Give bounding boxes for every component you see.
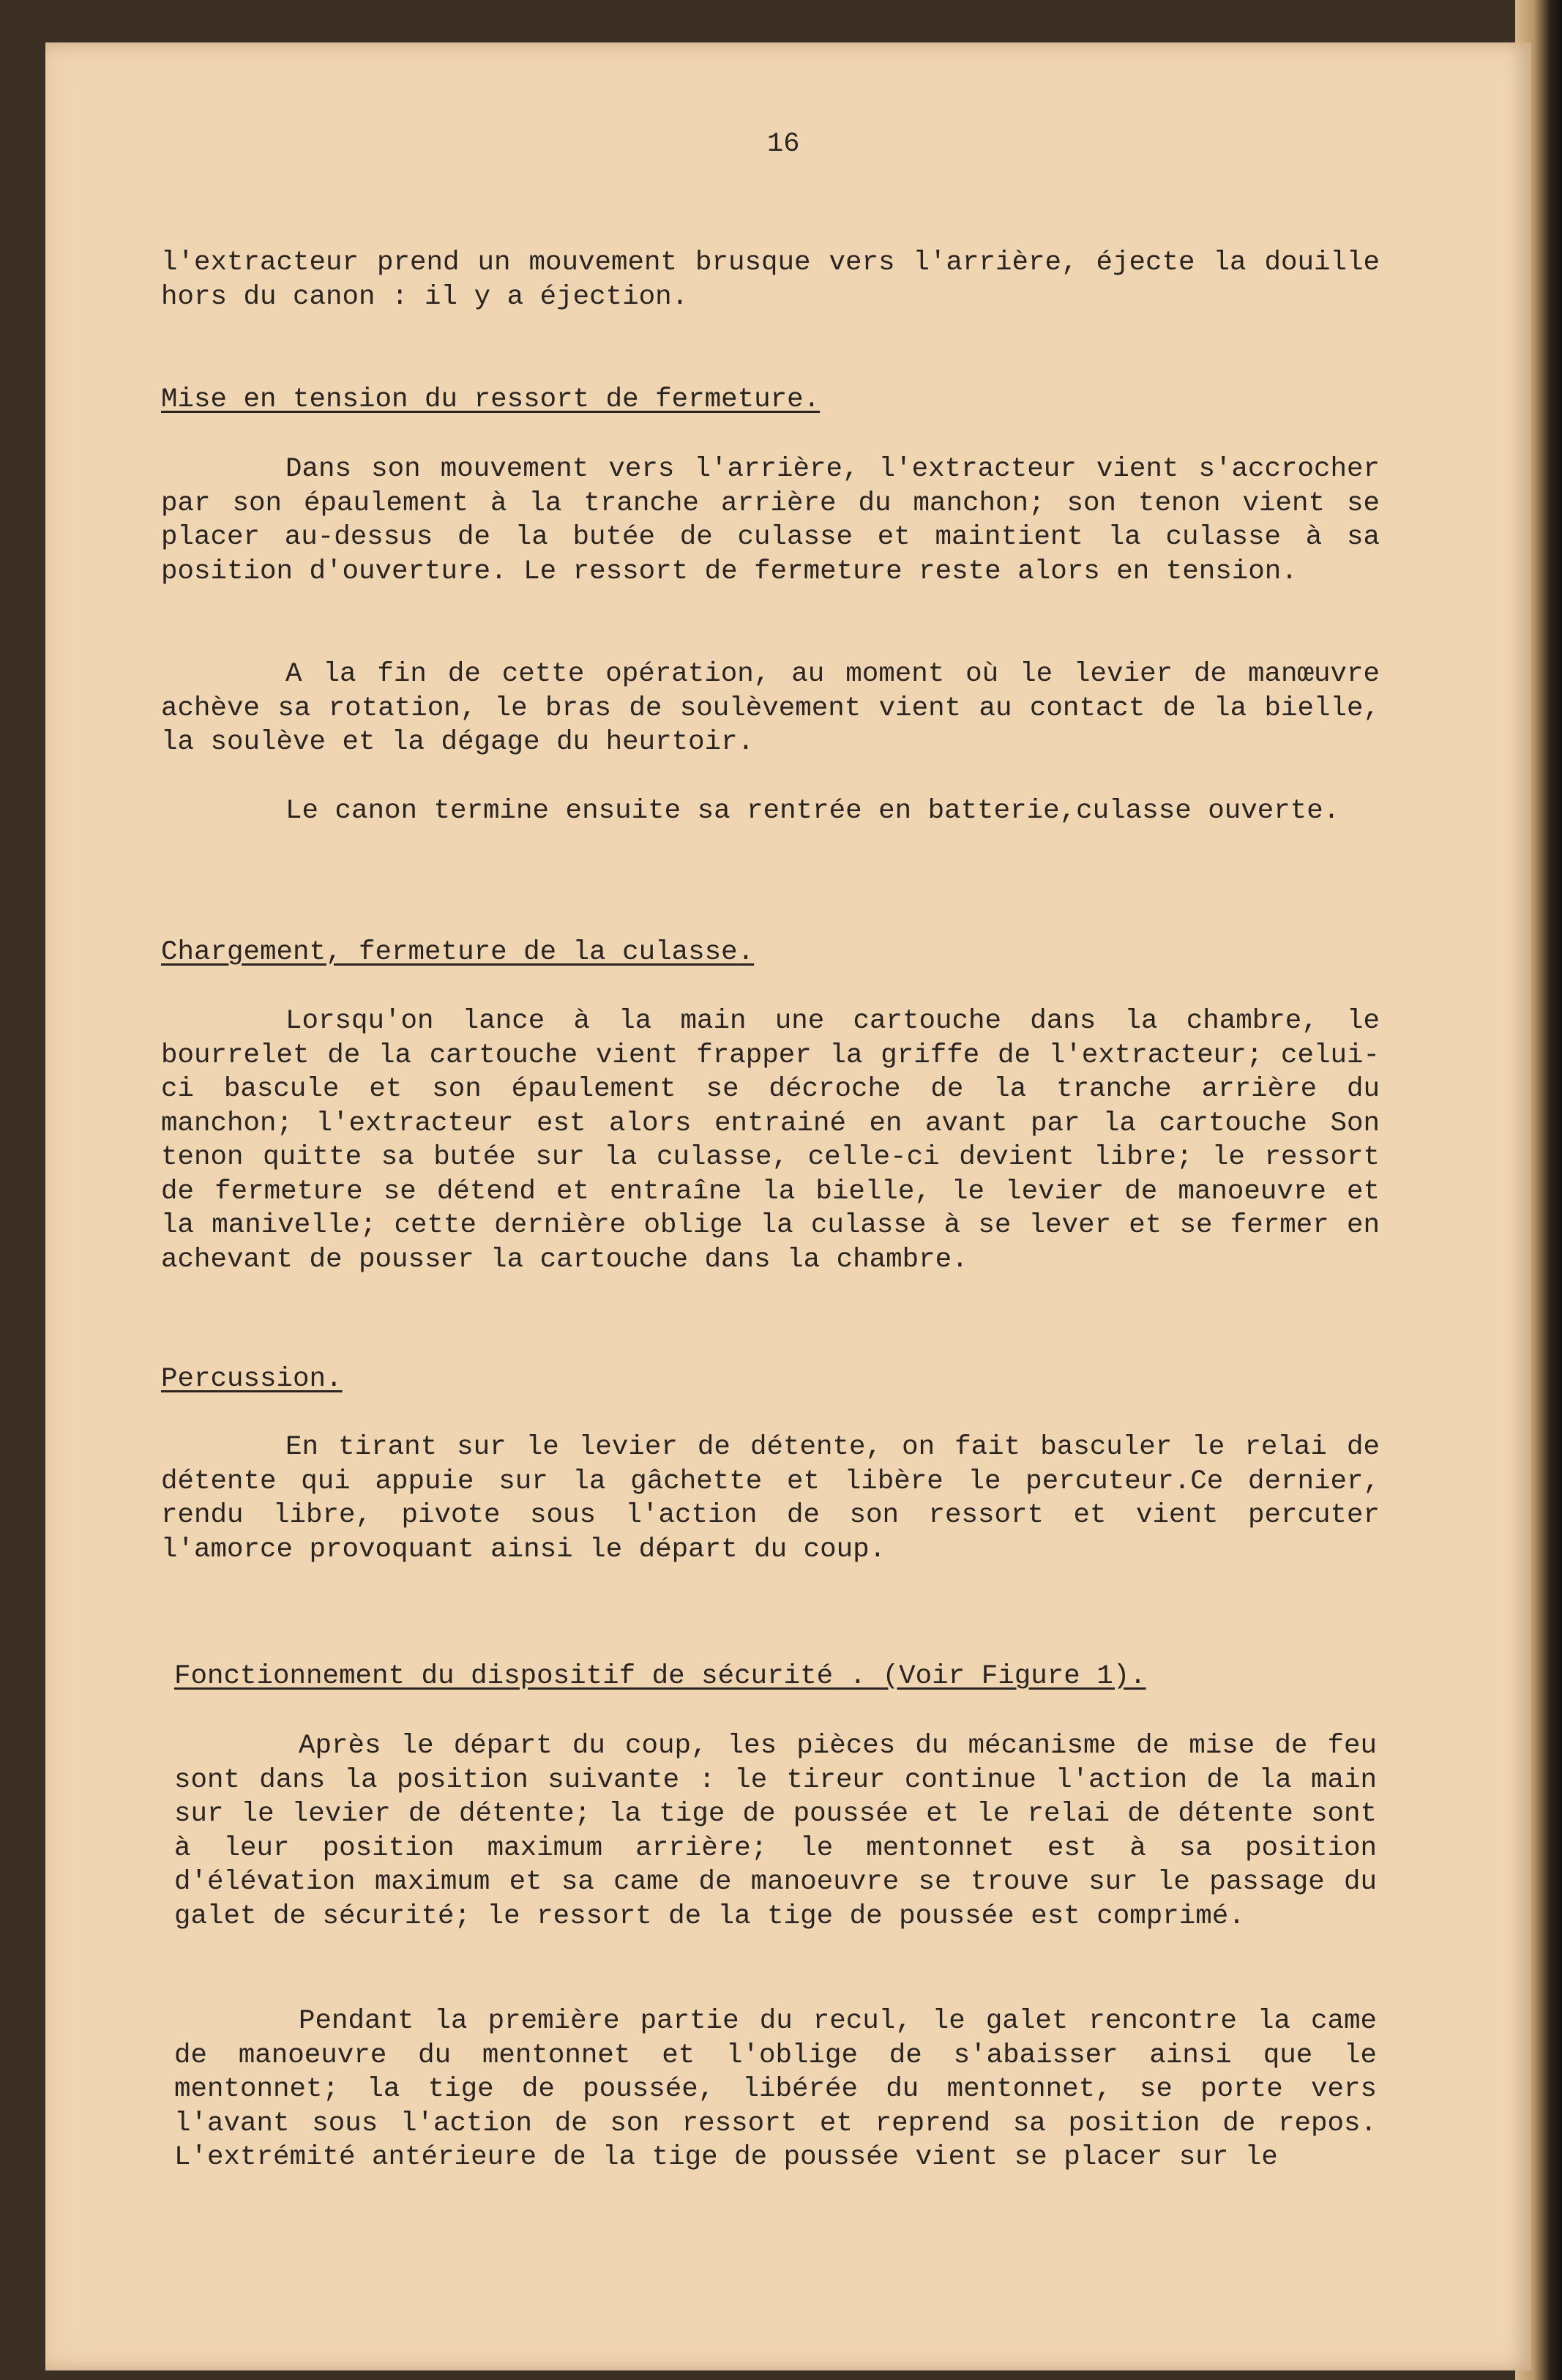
paragraph-apres-depart: Après le départ du coup, les pièces du mécanisme de mise de feu sont dans la position suivante : le tireur continue l'action de la main sur le levier de détente; la tige de poussée et le relai de détente sont à leur position maximum arrière; le mentonnet est à sa position d'élévation maximum et sa came de manoeuvre se trouve sur le passage du galet de sécurité; le ressort de la tige de poussée est comprimé.: [174, 1731, 1377, 1932]
page-number: 16: [767, 129, 800, 160]
heading-text: Percussion: [161, 1364, 326, 1395]
heading-chargement: [161, 936, 754, 970]
paragraph-lancer-cartouche: Lorsqu'on lance à la main une cartouche dans la chambre, le bourrelet de la cartouche vient frapper la griffe de l'extracteur; celui-ci bascule et son épaulement se décroche de la tranche arrière du manchon; l'extracteur est alors entrainé en avant par la cartouche Son tenon quitte sa butée sur la culasse, celle-ci devient libre; le ressort de fermeture se détend et entraîne la bielle, le levier de manoeuvre et la manivelle; cette dernière oblige la culasse à se lever et se fermer en achevant de pousser la cartouche dans la chambre.: [161, 1006, 1380, 1275]
heading-percussion: [161, 1362, 343, 1397]
paragraph-premiere-partie-recul: Pendant la première partie du recul, le galet rencontre la came de manoeuvre du mentonnet et l'oblige de s'abaisser ainsi que le mentonnet; la tige de poussée, libérée du mentonnet, se porte vers l'avant sous l'action de son ressort et reprend sa position de repos. L'extrémité antérieure de la tige de poussée vient se placer sur le: [174, 2006, 1377, 2173]
paragraph-fin-operation: A la fin de cette opération, au moment où le levier de manœuvre achève sa rotation, le bras de soulèvement vient au contact de la bielle, la soulève et la dégage du heurtoir.: [161, 659, 1380, 758]
heading-suffix: .: [803, 384, 821, 415]
paragraph-rentree-batterie: Le canon termine ensuite sa rentrée en batterie,culasse ouverte.: [285, 796, 1340, 827]
heading-text: Chargement, fermeture de la culasse: [161, 937, 738, 968]
paragraph-mouvement-arriere: Dans son mouvement vers l'arrière, l'extracteur vient s'accrocher par son épaulement à la tranche arrière du manchon; son tenon vient se placer au-dessus de la butée de culasse et maintient la culasse à sa position d'ouverture. Le ressort de fermeture reste alors en tension.: [161, 454, 1380, 587]
paragraph-ejection: l'extracteur prend un mouvement brusque vers l'arrière, éjecte la douille hors du canon : il y a éjection.: [161, 247, 1380, 313]
heading-dispositif-securite: [174, 1660, 1146, 1694]
heading-suffix: .: [326, 1364, 343, 1395]
paragraph-levier-detente: En tirant sur le levier de détente, on fait basculer le relai de détente qui appuie sur la gâchette et libère le percuteur.Ce dernier, rendu libre, pivote sous l'action de son ressort et vient percuter l'amorce provoquant ainsi le départ du coup.: [161, 1432, 1380, 1565]
heading-tension-ressort: [161, 383, 820, 417]
heading-text: Fonctionnement du dispositif de sécurité: [174, 1661, 834, 1692]
heading-suffix: .: [737, 937, 755, 968]
heading-suffix: . (Voir Figure 1).: [833, 1661, 1146, 1692]
heading-text: Mise en tension du ressort de fermeture: [161, 384, 804, 415]
